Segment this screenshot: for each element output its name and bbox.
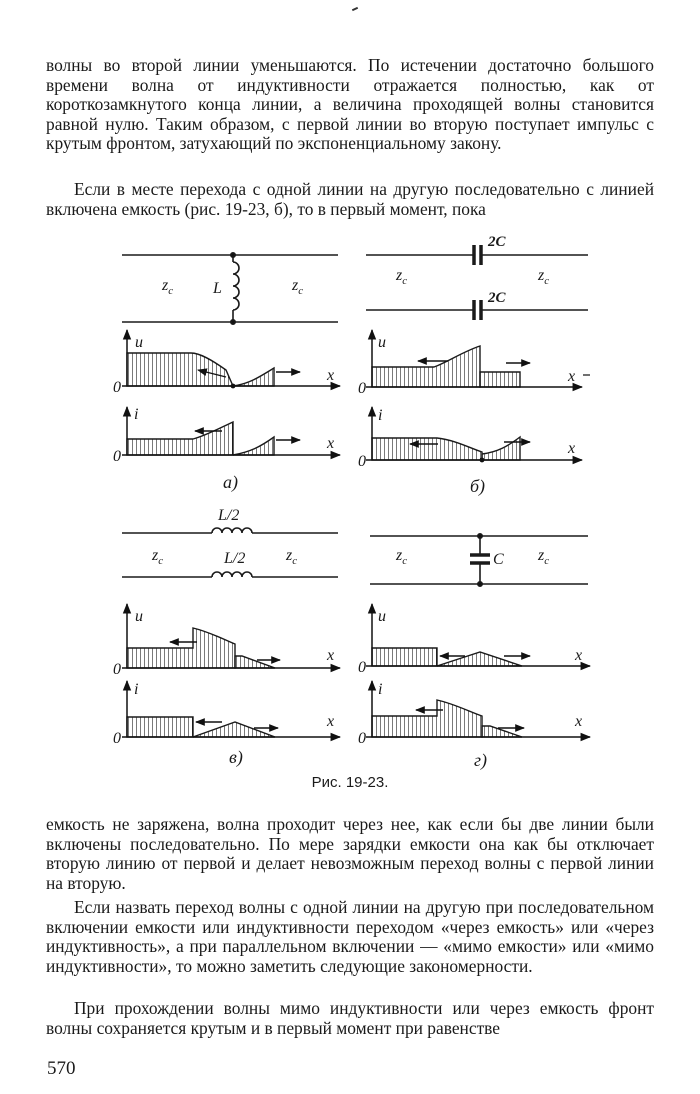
inductor-symbol (233, 262, 239, 310)
zc-label: $z_c$ (396, 267, 408, 287)
capacitor-label: C (493, 551, 504, 568)
x-axis-label: x (327, 713, 335, 730)
u-axis-label: u (378, 608, 386, 625)
paragraph-2: Если в месте перехода с одной линии на другую последовательно с линией включена емкость (рис. 19-23, б), то в первый момент, пока (46, 179, 654, 219)
plot-a-u (122, 330, 340, 388)
x-axis-label: x (327, 647, 335, 664)
zc-label: $z_c$ (286, 547, 298, 567)
u-axis-label: u (378, 334, 386, 351)
panel-label-a: а) (223, 472, 238, 492)
inductance-half-label: L/2 (224, 550, 246, 567)
x-axis-label: x (568, 368, 576, 385)
u-axis-label: u (135, 334, 143, 351)
zc-label: $z_c$ (292, 277, 304, 297)
plot-v-u (122, 604, 340, 668)
origin-label: 0 (113, 448, 121, 465)
x-axis-label: x (568, 440, 576, 457)
origin-label: 0 (113, 379, 121, 396)
origin-label: 0 (113, 730, 121, 747)
capacitor-2c-label: 2C (488, 290, 506, 306)
origin-label: 0 (358, 380, 366, 397)
panel-label-b: б) (470, 476, 486, 496)
origin-label: 0 (113, 661, 121, 678)
paragraph-4: Если назвать переход волны с одной линии на другую при последовательном включении емкости или индуктивности переходом «через емкость» или «через индуктивность», а при параллельном включении — «мимо емкости» или «мимо индуктивности», то можно заметить следующие закономерности. (46, 897, 654, 976)
zc-label: $z_c$ (162, 277, 174, 297)
inductance-label: L (213, 280, 222, 297)
i-axis-label: i (134, 681, 139, 698)
capacitor-2c-label: 2C (488, 234, 506, 250)
origin-label: 0 (358, 453, 366, 470)
plot-b-u (366, 330, 590, 387)
plot-a-i (122, 407, 340, 455)
x-axis-label: x (327, 367, 335, 384)
origin-label: 0 (358, 659, 366, 676)
zc-label: $z_c$ (396, 547, 408, 567)
inductor-symbol (212, 572, 252, 577)
figure-caption: Рис. 19-23. (311, 774, 389, 791)
i-axis-label: i (378, 681, 383, 698)
paragraph-5: При прохождении волны мимо индуктивности или через емкость фронт волны сохраняется крутым и в первый момент при равенстве (46, 998, 654, 1038)
panel-label-g: г) (474, 750, 488, 770)
zc-label: $z_c$ (152, 547, 164, 567)
u-axis-label: u (135, 608, 143, 625)
i-axis-label: i (378, 407, 383, 424)
plot-g-i (366, 681, 590, 737)
circuit-a (122, 253, 338, 324)
zc-label: $z_c$ (538, 547, 550, 567)
plot-v-i (122, 681, 340, 737)
x-axis-label: x (575, 647, 583, 664)
plot-g-u (366, 604, 590, 666)
inductance-half-label: L/2 (218, 507, 240, 524)
plot-b-i (366, 407, 582, 462)
paragraph-3: емкость не заряжена, волна проходит через нее, как если бы две линии были включены последовательно. По мере зарядки емкости она как бы отключает вторую линию от первой и делает невозможным переход волны с первой линии на вторую. (46, 814, 654, 893)
zc-label: $z_c$ (538, 267, 550, 287)
x-axis-label: x (327, 435, 335, 452)
paragraph-1: волны во второй линии уменьшаются. По истечении достаточно большого времени волна от индуктивности отражается полностью, как от короткозамкнутого конца линии, а величина проходящей волны становится равной нулю. Таким образом, с первой линии во вторую поступает импульс с крутым фронтом, затухающий по экспоненциальному закону. (46, 55, 654, 154)
i-axis-label: i (134, 406, 139, 423)
origin-label: 0 (358, 730, 366, 747)
panel-label-v: в) (229, 747, 243, 767)
x-axis-label: x (575, 713, 583, 730)
page-number: 570 (47, 1058, 76, 1079)
inductor-symbol (212, 528, 252, 533)
